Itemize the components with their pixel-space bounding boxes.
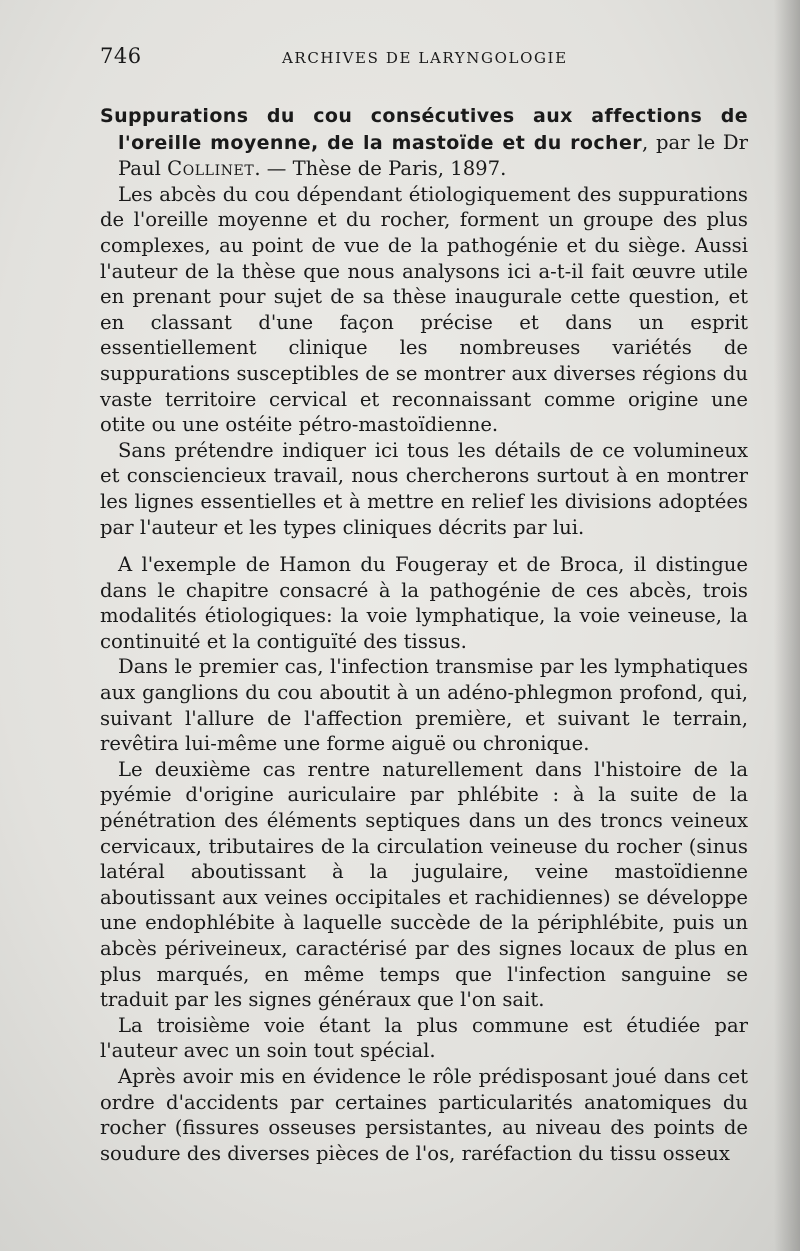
page-number: 746 — [100, 44, 142, 68]
review-author-prefix: , par le Dr Paul — [118, 130, 748, 181]
paragraph: Le deuxième cas rentre naturellement dans l'histoire de la pyémie d'origine auriculaire par phlébite : à la suite de la pénétration des éléments septiques dans un des troncs veineux cervicaux, tributaires de la circulation veineuse du rocher (sinus latéral aboutissant à la jugulaire, veine mastoïdienne aboutissant aux veines occipitales et rachidiennes) se développe une endophlébite à laquelle succède de la périphlébite, puis un abcès périveineux, caractérisé par des signes locaux de plus en plus marqués, en même temps que l'infection sanguine se traduit par les signes généraux que l'on sait. — [100, 757, 748, 1012]
paragraph: A l'exemple de Hamon du Fougeray et de Broca, il distingue dans le chapitre consacré à la pathogénie de ces abcès, trois modalités étiologiques: la voie lymphatique, la voie veineuse, la continuité et la contiguïté des tissus. — [100, 553, 748, 653]
review-author-name: Collinet — [167, 157, 255, 181]
review-article — [100, 103, 748, 1166]
review-title: Suppurations du cou consécutives aux affections de l'oreille moyenne, de la mastoïde et du rocher — [100, 105, 748, 154]
running-head: ARCHIVES DE LARYNGOLOGIE — [282, 49, 568, 67]
review-citation: . — Thèse de Paris, 1897. — [254, 157, 507, 181]
review-title-block — [100, 103, 748, 182]
scan-edge-shadow — [774, 0, 800, 1251]
paragraph: Les abcès du cou dépendant étiologiquement des suppurations de l'oreille moyenne et du rocher, forment un groupe des plus complexes, au point de vue de la pathogénie et du siège. Aussi l'auteur de la thèse que nous analysons ici a-t-il fait œuvre utile en prenant pour sujet de sa thèse inaugurale cette question, et en classant d'une façon précise et dans un esprit essentiellement clinique les nombreuses variétés de suppurations susceptibles de se montrer aux diverses régions du vaste territoire cervical et reconnaissant comme origine une otite ou une ostéite pétro-mastoïdienne. — [100, 182, 748, 437]
page-header — [100, 44, 748, 80]
paragraph: Sans prétendre indiquer ici tous les détails de ce volumineux et consciencieux travail, nous chercherons surtout à en montrer les lignes essentielles et à mettre en relief les divisions adoptées par l'auteur et les types cliniques décrits par lui. — [100, 438, 748, 539]
paragraph: Après avoir mis en évidence le rôle prédisposant joué dans cet ordre d'accidents par certaines particularités anatomiques du rocher (fissures osseuses persistantes, au niveau des points de soudure des diverses pièces de l'os, raréfaction du tissu osseux — [100, 1064, 748, 1165]
paragraph: Dans le premier cas, l'infection transmise par les lymphatiques aux ganglions du cou aboutit à un adéno-phlegmon profond, qui, suivant l'allure de l'affection première, et suivant le terrain, revêtira lui-même une forme aiguë ou chronique. — [100, 655, 748, 756]
paragraph: La troisième voie étant la plus commune est étudiée par l'auteur avec un soin tout spécial. — [100, 1013, 748, 1063]
